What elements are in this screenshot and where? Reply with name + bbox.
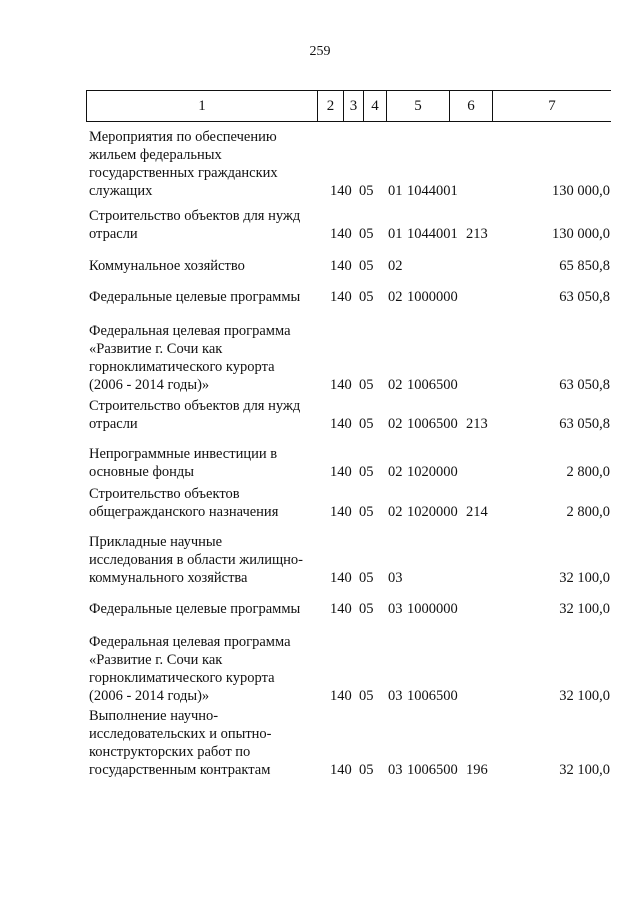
row-section-code: 05 [359, 183, 374, 199]
row-target-article-code: 1006500 [407, 762, 458, 778]
table-row [0, 397, 640, 433]
row-amount: 63 050,8 [559, 289, 610, 305]
row-subsection-code: 03 [388, 570, 403, 586]
row-subsection-code: 01 [388, 183, 403, 199]
row-ministry-code: 140 [330, 688, 352, 704]
table-row [0, 485, 640, 521]
header-col-5: 5 [387, 91, 450, 121]
row-amount: 32 100,0 [559, 570, 610, 586]
row-section-code: 05 [359, 416, 374, 432]
row-name: Строительство объектов для нужд отрасли [89, 398, 301, 432]
row-target-article-code: 1006500 [407, 377, 458, 393]
row-ministry-code: 140 [330, 570, 352, 586]
table-row [0, 207, 640, 243]
row-section-code: 05 [359, 377, 374, 393]
row-ministry-code: 140 [330, 377, 352, 393]
row-ministry-code: 140 [330, 289, 352, 305]
row-amount: 65 850,8 [559, 258, 610, 274]
row-ministry-code: 140 [330, 504, 352, 520]
row-subsection-code: 02 [388, 504, 403, 520]
row-expense-type-code: 196 [466, 762, 488, 778]
table-row [0, 288, 640, 306]
row-section-code: 05 [359, 601, 374, 617]
row-ministry-code: 140 [330, 601, 352, 617]
header-col-4: 4 [364, 91, 387, 121]
header-col-2: 2 [318, 91, 344, 121]
row-name: Федеральная целевая программа «Развитие г. Сочи как горноклиматического курорта (2006 - 2014 годы)» [89, 634, 291, 704]
row-expense-type-code: 213 [466, 226, 488, 242]
table-row [0, 322, 640, 394]
row-subsection-code: 03 [388, 762, 403, 778]
row-target-article-code: 1006500 [407, 416, 458, 432]
table-row [0, 128, 640, 200]
row-subsection-code: 02 [388, 464, 403, 480]
row-subsection-code: 01 [388, 226, 403, 242]
row-name: Непрограммные инвестиции в основные фонды [89, 446, 278, 480]
row-target-article-code: 1044001 [407, 226, 458, 242]
row-name: Федеральные целевые программы [89, 601, 301, 617]
row-amount: 63 050,8 [559, 377, 610, 393]
row-section-code: 05 [359, 570, 374, 586]
row-name: Коммунальное хозяйство [89, 258, 245, 274]
table-row [0, 600, 640, 618]
row-section-code: 05 [359, 464, 374, 480]
row-target-article-code: 1020000 [407, 464, 458, 480]
row-name: Федеральные целевые программы [89, 289, 301, 305]
row-subsection-code: 03 [388, 688, 403, 704]
row-ministry-code: 140 [330, 464, 352, 480]
row-ministry-code: 140 [330, 416, 352, 432]
row-section-code: 05 [359, 504, 374, 520]
row-amount: 2 800,0 [566, 504, 610, 520]
row-section-code: 05 [359, 226, 374, 242]
row-subsection-code: 02 [388, 289, 403, 305]
row-section-code: 05 [359, 258, 374, 274]
row-target-article-code: 1044001 [407, 183, 458, 199]
row-amount: 130 000,0 [552, 226, 610, 242]
header-col-3: 3 [344, 91, 364, 121]
row-subsection-code: 02 [388, 377, 403, 393]
row-subsection-code: 03 [388, 601, 403, 617]
row-target-article-code: 1000000 [407, 601, 458, 617]
row-target-article-code: 1006500 [407, 688, 458, 704]
table-row [0, 633, 640, 705]
row-subsection-code: 02 [388, 258, 403, 274]
row-expense-type-code: 214 [466, 504, 488, 520]
row-expense-type-code: 213 [466, 416, 488, 432]
row-section-code: 05 [359, 289, 374, 305]
row-section-code: 05 [359, 762, 374, 778]
row-subsection-code: 02 [388, 416, 403, 432]
row-name: Прикладные научные исследования в области жилищно- коммунального хозяйства [89, 534, 303, 586]
row-target-article-code: 1000000 [407, 289, 458, 305]
header-col-1: 1 [87, 91, 318, 121]
row-target-article-code: 1020000 [407, 504, 458, 520]
table-row [0, 707, 640, 779]
row-amount: 130 000,0 [552, 183, 610, 199]
row-amount: 2 800,0 [566, 464, 610, 480]
row-name: Федеральная целевая программа «Развитие г. Сочи как горноклиматического курорта (2006 - 2014 годы)» [89, 323, 291, 393]
row-ministry-code: 140 [330, 258, 352, 274]
table-row [0, 533, 640, 587]
row-ministry-code: 140 [330, 762, 352, 778]
row-ministry-code: 140 [330, 226, 352, 242]
row-ministry-code: 140 [330, 183, 352, 199]
table-row [0, 445, 640, 481]
row-name: Строительство объектов общегражданского назначения [89, 486, 279, 520]
row-amount: 63 050,8 [559, 416, 610, 432]
table-header [86, 90, 611, 122]
header-col-6: 6 [450, 91, 493, 121]
row-amount: 32 100,0 [559, 762, 610, 778]
row-name: Строительство объектов для нужд отрасли [89, 208, 301, 242]
table-row [0, 257, 640, 275]
row-section-code: 05 [359, 688, 374, 704]
row-amount: 32 100,0 [559, 688, 610, 704]
page-number: 259 [309, 44, 331, 59]
header-col-7: 7 [548, 98, 556, 114]
row-name: Мероприятия по обеспечению жильем федеральных государственных гражданских служащих [89, 129, 278, 199]
row-name: Выполнение научно- исследовательских и опытно- конструкторских работ по государственным контрактам [89, 708, 272, 778]
row-amount: 32 100,0 [559, 601, 610, 617]
